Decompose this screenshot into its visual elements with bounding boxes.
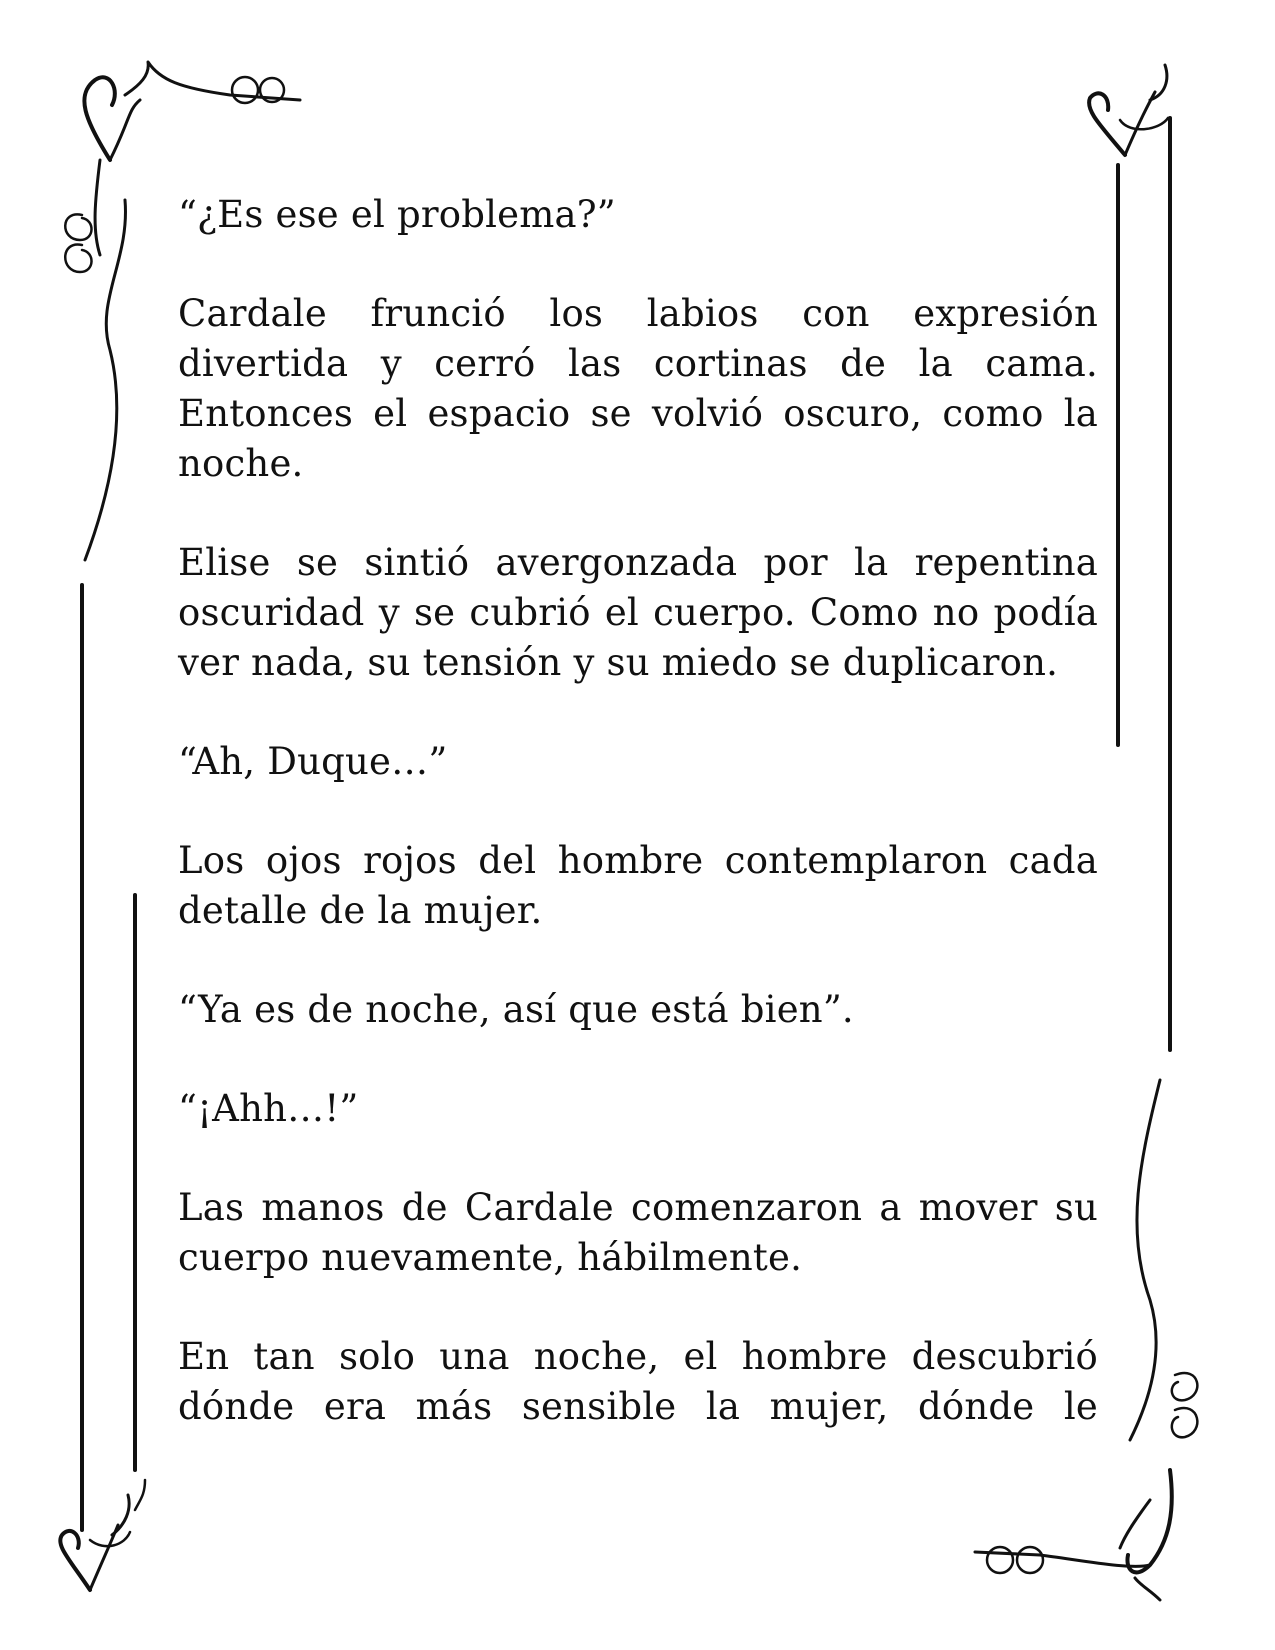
paragraph-7: “¡Ahh…!” [178,1087,359,1130]
paragraph-1: “¿Es ese el problema?” [178,193,616,236]
paragraph-4: “Ah, Duque…” [178,740,448,783]
page-text-body [178,190,1098,1432]
paragraph-3: Elise se sintió avergonzada por la repentina oscuridad y se cubrió el cuerpo. Como no podía ver nada, su tensión y su miedo se duplicaron. [178,541,1098,684]
paragraph-8: Las manos de Cardale comenzaron a mover su cuerpo nuevamente, hábilmente. [178,1186,1098,1279]
corner-ornament-bottom-left [60,1480,145,1590]
paragraph-9: En tan solo una noche, el hombre descubrió dónde era más sensible la mujer, dónde le [178,1335,1098,1428]
paragraph-6: “Ya es de noche, así que está bien”. [178,988,854,1031]
corner-ornament-top-right [1089,65,1170,1050]
paragraph-5: Los ojos rojos del hombre contemplaron cada detalle de la mujer. [178,839,1098,932]
paragraph-2: Cardale frunció los labios con expresión divertida y cerró las cortinas de la cama. Entonces el espacio se volvió oscuro, como la noche. [178,292,1098,485]
